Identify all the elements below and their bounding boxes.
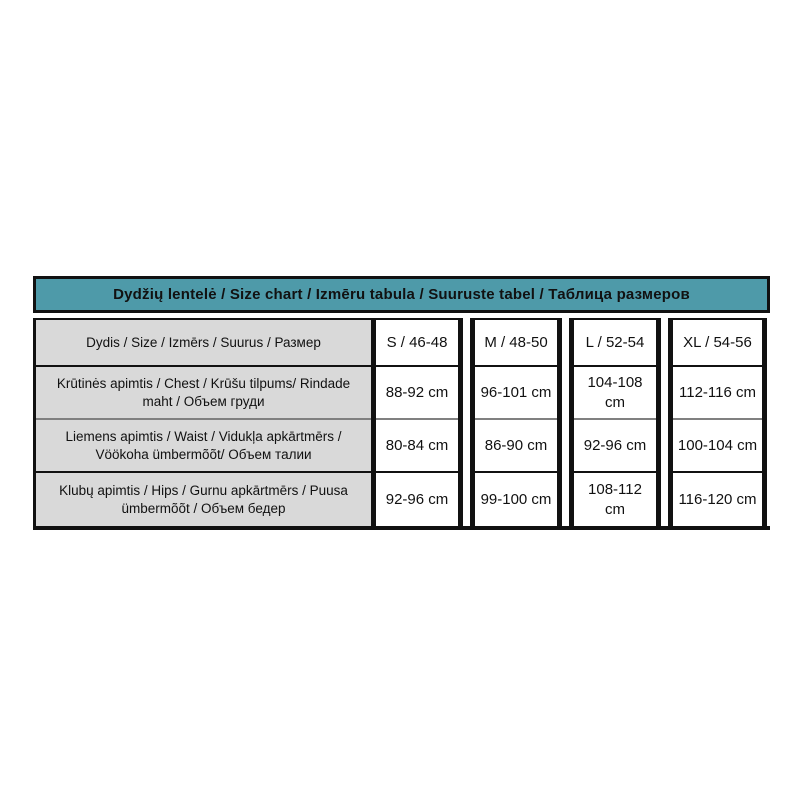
size-s-header: S / 46-48 [376, 320, 458, 367]
size-m-chest: 96-101 cm [475, 367, 557, 420]
row-label-chest: Krūtinės apimtis / Chest / Krūšu tilpums/ Rindade maht / Объем груди [36, 367, 371, 420]
size-s-waist: 80-84 cm [376, 420, 458, 473]
row-label-hips: Klubų apimtis / Hips / Gurnu apkārtmērs / Puusa ümbermõõt / Объем бедер [59, 482, 348, 516]
size-xl-waist: 100-104 cm [673, 420, 762, 473]
size-s-hips: 92-96 cm [385, 490, 449, 508]
size-l-waist: 92-96 cm [574, 420, 656, 473]
measurement-label-column [33, 318, 371, 526]
size-column-l [569, 318, 661, 526]
size-column-s [371, 318, 463, 526]
size-l-chest: 104-108 cm [574, 367, 656, 420]
size-column-m [470, 318, 562, 526]
size-chart-title: Dydžių lentelė / Size chart / Izmēru tabula / Suuruste tabel / Таблица размеров [33, 276, 770, 313]
size-column-xl [668, 318, 767, 526]
size-s-chest: 88-92 cm [376, 367, 458, 420]
size-chart-table [33, 276, 770, 530]
size-chart-body [33, 318, 770, 530]
row-label-waist: Liemens apimtis / Waist / Vidukļa apkārtmērs / Vöökoha ümbermõõt/ Объем талии [36, 420, 371, 473]
size-xl-header: XL / 54-56 [673, 320, 762, 367]
size-m-waist: 86-90 cm [475, 420, 557, 473]
row-label-size: Dydis / Size / Izmērs / Suurus / Размер [36, 320, 371, 367]
size-m-hips: 99-100 cm [480, 490, 552, 508]
size-xl-chest: 112-116 cm [673, 367, 762, 420]
size-xl-hips: 116-120 cm [678, 490, 757, 508]
size-m-header: M / 48-50 [475, 320, 557, 367]
size-l-hips: 108-112 cm [588, 481, 642, 518]
size-l-header: L / 52-54 [574, 320, 656, 367]
